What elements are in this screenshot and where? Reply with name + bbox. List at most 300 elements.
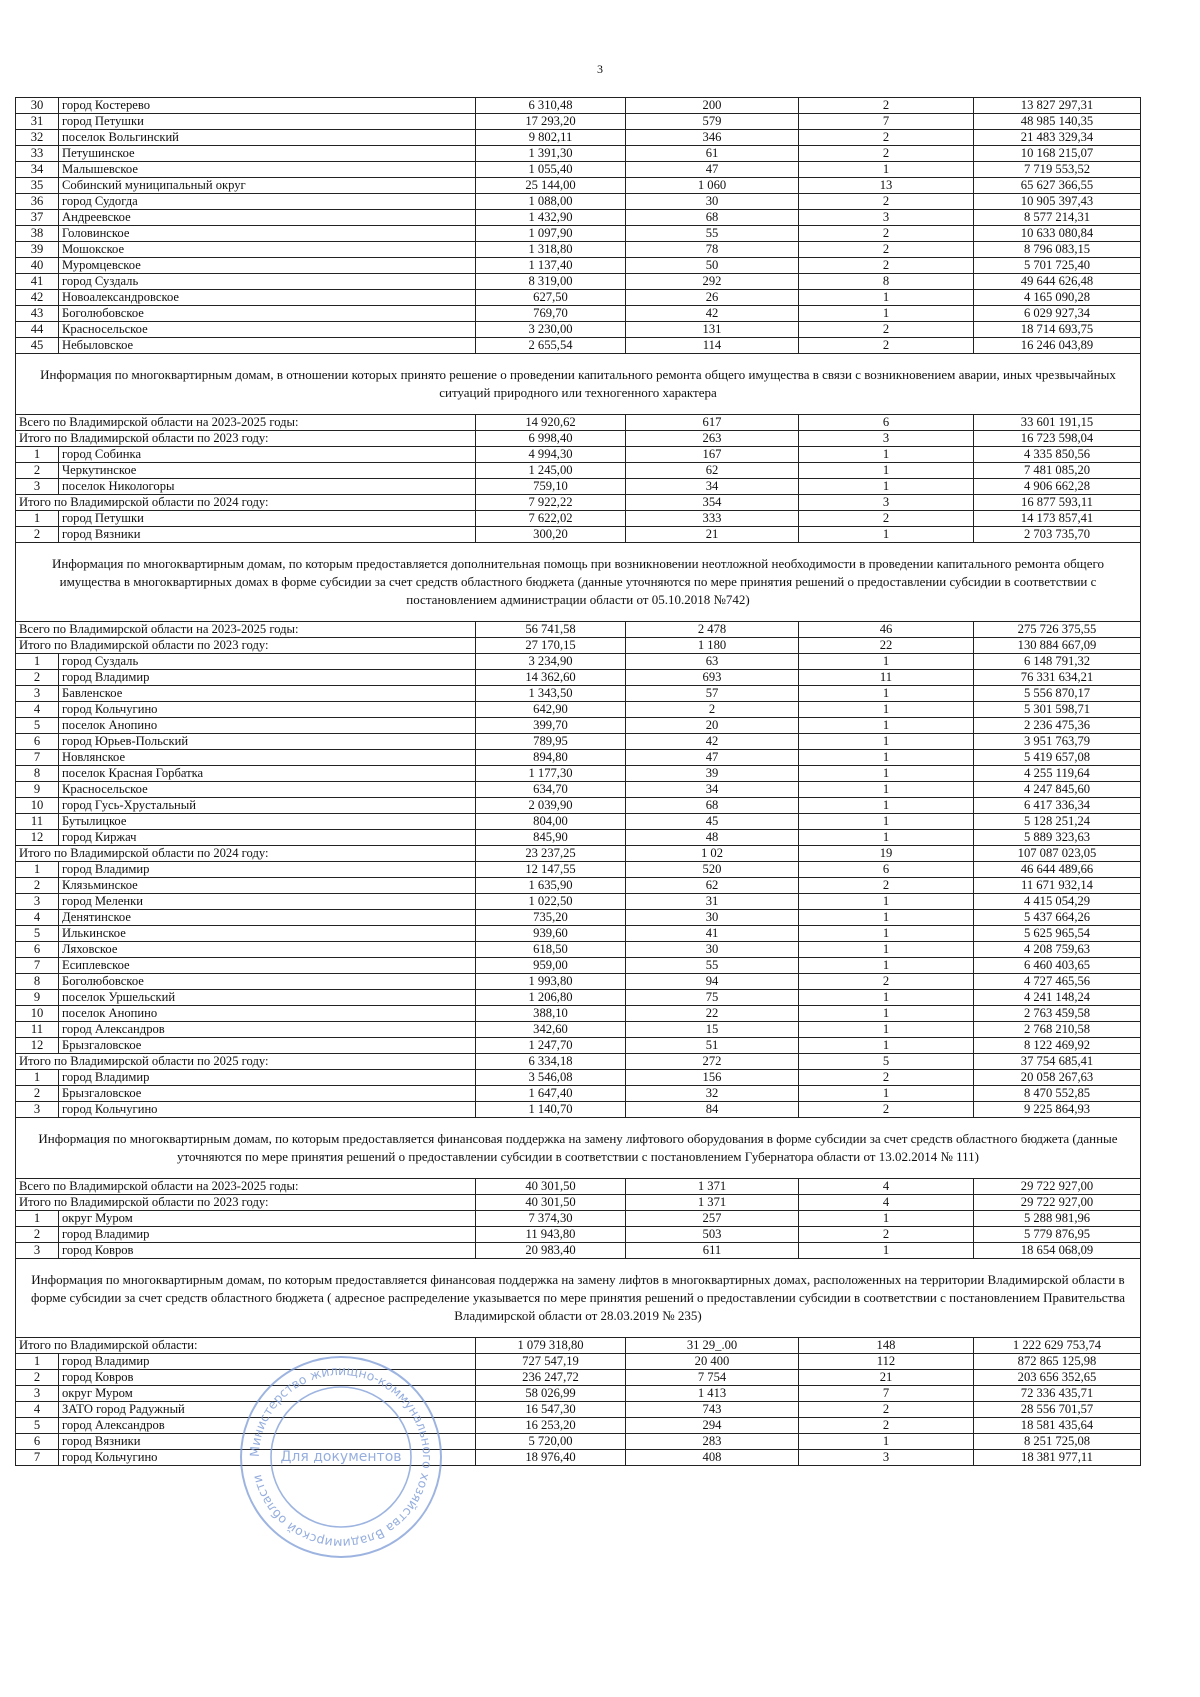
table-row: [16, 527, 1141, 543]
residents-value: 50: [626, 258, 799, 274]
amount-value: 2 236 475,36: [974, 718, 1141, 734]
amount-value: 16 246 043,89: [974, 338, 1141, 354]
table-row: [16, 1102, 1141, 1118]
row-number: 8: [16, 766, 59, 782]
amount-value: 18 714 693,75: [974, 322, 1141, 338]
total-label: Всего по Владимирской области на 2023-2025 годы:: [16, 1179, 476, 1195]
houses-count: 1: [799, 830, 974, 846]
residents-value: 156: [626, 1070, 799, 1086]
amount-value: 14 173 857,41: [974, 511, 1141, 527]
row-number: 6: [16, 942, 59, 958]
table-row: [16, 194, 1141, 210]
municipality-name: Брызгаловское: [59, 1086, 476, 1102]
total-label: Итого по Владимирской области по 2023 году:: [16, 1195, 476, 1211]
area-value: 634,70: [476, 782, 626, 798]
area-value: 17 293,20: [476, 114, 626, 130]
area-value: 1 318,80: [476, 242, 626, 258]
area-value: 3 546,08: [476, 1070, 626, 1086]
area-value: 789,95: [476, 734, 626, 750]
table-row: [16, 750, 1141, 766]
table-row: [16, 734, 1141, 750]
amount-value: 29 722 927,00: [974, 1179, 1141, 1195]
residents-value: 30: [626, 194, 799, 210]
municipality-name: город Вязники: [59, 1434, 476, 1450]
row-number: 2: [16, 878, 59, 894]
table-row: [16, 130, 1141, 146]
table-row: [16, 1354, 1141, 1370]
residents-value: 63: [626, 654, 799, 670]
residents-value: 26: [626, 290, 799, 306]
document-table-sheet: [15, 97, 1140, 1466]
houses-count: 1: [799, 1006, 974, 1022]
row-number: 1: [16, 862, 59, 878]
area-value: 1 022,50: [476, 894, 626, 910]
total-row: [16, 638, 1141, 654]
residents-value: 61: [626, 146, 799, 162]
houses-count: 21: [799, 1370, 974, 1386]
table-row: [16, 1386, 1141, 1402]
table-row: [16, 114, 1141, 130]
houses-count: 22: [799, 638, 974, 654]
area-value: 1 647,40: [476, 1086, 626, 1102]
row-number: 7: [16, 750, 59, 766]
residents-value: 408: [626, 1450, 799, 1466]
area-value: 14 362,60: [476, 670, 626, 686]
amount-value: 5 701 725,40: [974, 258, 1141, 274]
houses-count: 46: [799, 622, 974, 638]
table-row: [16, 766, 1141, 782]
amount-value: 49 644 626,48: [974, 274, 1141, 290]
table-row: [16, 226, 1141, 242]
amount-value: 9 225 864,93: [974, 1102, 1141, 1118]
houses-count: 2: [799, 258, 974, 274]
section-heading: Информация по многоквартирным домам, в отношении которых принято решение о проведении капитального ремонта общего имущества в связи с возникновением аварии, иных чрезвычайных ситуаций природного или техногенного характера: [16, 362, 1141, 406]
amount-value: 76 331 634,21: [974, 670, 1141, 686]
houses-count: 4: [799, 1195, 974, 1211]
municipality-name: город Петушки: [59, 511, 476, 527]
row-number: 44: [16, 322, 59, 338]
row-number: 3: [16, 894, 59, 910]
area-value: 5 720,00: [476, 1434, 626, 1450]
table-row: [16, 974, 1141, 990]
row-number: 3: [16, 1102, 59, 1118]
area-value: 1 635,90: [476, 878, 626, 894]
municipality-name: город Владимир: [59, 1070, 476, 1086]
amount-value: 10 633 080,84: [974, 226, 1141, 242]
area-value: 939,60: [476, 926, 626, 942]
amount-value: 6 148 791,32: [974, 654, 1141, 670]
area-value: 236 247,72: [476, 1370, 626, 1386]
houses-count: 1: [799, 718, 974, 734]
area-value: 40 301,50: [476, 1179, 626, 1195]
municipality-name: Бутылицкое: [59, 814, 476, 830]
municipality-name: город Владимир: [59, 670, 476, 686]
amount-value: 8 796 083,15: [974, 242, 1141, 258]
municipality-name: город Ковров: [59, 1370, 476, 1386]
row-number: 42: [16, 290, 59, 306]
area-value: 642,90: [476, 702, 626, 718]
amount-value: 10 905 397,43: [974, 194, 1141, 210]
municipality-name: город Александров: [59, 1022, 476, 1038]
municipality-name: Черкутинское: [59, 463, 476, 479]
area-value: 735,20: [476, 910, 626, 926]
houses-count: 1: [799, 463, 974, 479]
area-value: 845,90: [476, 830, 626, 846]
residents-value: 354: [626, 495, 799, 511]
area-value: 1 245,00: [476, 463, 626, 479]
amount-value: 5 301 598,71: [974, 702, 1141, 718]
amount-value: 37 754 685,41: [974, 1054, 1141, 1070]
houses-count: 1: [799, 1211, 974, 1227]
residents-value: 167: [626, 447, 799, 463]
municipality-name: Небыловское: [59, 338, 476, 354]
area-value: 58 026,99: [476, 1386, 626, 1402]
municipality-name: Илькинское: [59, 926, 476, 942]
amount-value: 8 577 214,31: [974, 210, 1141, 226]
table-row: [16, 178, 1141, 194]
table-row: [16, 1086, 1141, 1102]
houses-count: 2: [799, 1227, 974, 1243]
row-number: 7: [16, 1450, 59, 1466]
section-heading: Информация по многоквартирным домам, по которым предоставляется финансовая поддержка на замену лифтового оборудования в форме субсидии за счет средств областного бюджета (данные уточняются по мере принятия решений о предоставлении субсидии в соответствии с постановлением Губернатора области от 13.02.2014 № 111): [16, 1126, 1141, 1170]
houses-count: 1: [799, 958, 974, 974]
row-number: 4: [16, 910, 59, 926]
amount-value: 20 058 267,63: [974, 1070, 1141, 1086]
row-number: 41: [16, 274, 59, 290]
row-number: 1: [16, 1070, 59, 1086]
row-number: 6: [16, 1434, 59, 1450]
houses-count: 1: [799, 926, 974, 942]
amount-value: 5 128 251,24: [974, 814, 1141, 830]
area-value: 399,70: [476, 718, 626, 734]
residents-value: 333: [626, 511, 799, 527]
houses-count: 2: [799, 322, 974, 338]
amount-value: 4 241 148,24: [974, 990, 1141, 1006]
area-value: 20 983,40: [476, 1243, 626, 1259]
amount-value: 6 029 927,34: [974, 306, 1141, 322]
amount-value: 6 417 336,34: [974, 798, 1141, 814]
houses-count: 1: [799, 162, 974, 178]
amount-value: 2 763 459,58: [974, 1006, 1141, 1022]
area-value: 40 301,50: [476, 1195, 626, 1211]
amount-value: 16 877 593,11: [974, 495, 1141, 511]
amount-value: 5 889 323,63: [974, 830, 1141, 846]
residents-value: 292: [626, 274, 799, 290]
row-number: 2: [16, 670, 59, 686]
table-row: [16, 210, 1141, 226]
amount-value: 4 208 759,63: [974, 942, 1141, 958]
amount-value: 5 556 870,17: [974, 686, 1141, 702]
row-number: 8: [16, 974, 59, 990]
area-value: 1 247,70: [476, 1038, 626, 1054]
municipality-name: Андреевское: [59, 210, 476, 226]
houses-count: 6: [799, 415, 974, 431]
municipality-name: поселок Вольгинский: [59, 130, 476, 146]
houses-count: 1: [799, 942, 974, 958]
row-number: 40: [16, 258, 59, 274]
houses-count: 2: [799, 1102, 974, 1118]
table-row: [16, 1434, 1141, 1450]
houses-count: 1: [799, 734, 974, 750]
row-number: 45: [16, 338, 59, 354]
residents-value: 114: [626, 338, 799, 354]
area-value: 2 039,90: [476, 798, 626, 814]
amount-value: 4 247 845,60: [974, 782, 1141, 798]
area-value: 618,50: [476, 942, 626, 958]
area-value: 300,20: [476, 527, 626, 543]
table-row: [16, 242, 1141, 258]
municipality-name: Новоалександровское: [59, 290, 476, 306]
amount-value: 4 727 465,56: [974, 974, 1141, 990]
row-number: 1: [16, 654, 59, 670]
residents-value: 579: [626, 114, 799, 130]
residents-value: 57: [626, 686, 799, 702]
amount-value: 10 168 215,07: [974, 146, 1141, 162]
residents-value: 617: [626, 415, 799, 431]
table-row: [16, 447, 1141, 463]
houses-count: 1: [799, 686, 974, 702]
residents-value: 2 478: [626, 622, 799, 638]
municipality-name: Бавленское: [59, 686, 476, 702]
table-row: [16, 654, 1141, 670]
section-heading: Информация по многоквартирным домам, по которым предоставляется финансовая поддержка на замену лифтов в многоквартирных домах, расположенных на территории Владимирской области в форме субсидии за счет средств областного бюджета ( адресное распределение указывается по мере принятия решений о предоставлении субсидии в соответствии с постановлением Правительства Владимирской области от 28.03.2019 № 235): [16, 1267, 1141, 1329]
stamp-center-text: Для документов: [280, 1449, 402, 1465]
row-number: 5: [16, 1418, 59, 1434]
municipality-name: город Владимир: [59, 1227, 476, 1243]
municipality-name: город Кольчугино: [59, 1102, 476, 1118]
houses-count: 2: [799, 242, 974, 258]
amount-value: 3 951 763,79: [974, 734, 1141, 750]
row-number: 3: [16, 1386, 59, 1402]
total-row: [16, 1054, 1141, 1070]
residents-value: 55: [626, 958, 799, 974]
table-row: [16, 1038, 1141, 1054]
area-value: 3 234,90: [476, 654, 626, 670]
residents-value: 78: [626, 242, 799, 258]
table-row: [16, 1418, 1141, 1434]
municipality-name: округ Муром: [59, 1211, 476, 1227]
row-number: 11: [16, 814, 59, 830]
municipality-name: город Гусь-Хрустальный: [59, 798, 476, 814]
area-value: 18 976,40: [476, 1450, 626, 1466]
houses-count: 112: [799, 1354, 974, 1370]
total-row: [16, 846, 1141, 862]
amount-value: 29 722 927,00: [974, 1195, 1141, 1211]
municipality-name: Малышевское: [59, 162, 476, 178]
table-row: [16, 1402, 1141, 1418]
amount-value: 18 654 068,09: [974, 1243, 1141, 1259]
residents-value: 48: [626, 830, 799, 846]
area-value: 23 237,25: [476, 846, 626, 862]
municipality-name: город Владимир: [59, 862, 476, 878]
table-row: [16, 862, 1141, 878]
area-value: 1 993,80: [476, 974, 626, 990]
row-number: 34: [16, 162, 59, 178]
residents-value: 346: [626, 130, 799, 146]
table-row: [16, 479, 1141, 495]
subsidy-table: [15, 97, 1141, 1466]
residents-value: 294: [626, 1418, 799, 1434]
area-value: 894,80: [476, 750, 626, 766]
houses-count: 2: [799, 878, 974, 894]
table-row: [16, 162, 1141, 178]
table-row: [16, 702, 1141, 718]
amount-value: 2 768 210,58: [974, 1022, 1141, 1038]
houses-count: 1: [799, 1022, 974, 1038]
amount-value: 4 906 662,28: [974, 479, 1141, 495]
area-value: 1 391,30: [476, 146, 626, 162]
amount-value: 5 625 965,54: [974, 926, 1141, 942]
area-value: 342,60: [476, 1022, 626, 1038]
total-row: [16, 1338, 1141, 1354]
row-number: 10: [16, 798, 59, 814]
table-row: [16, 274, 1141, 290]
amount-value: 5 779 876,95: [974, 1227, 1141, 1243]
municipality-name: город Суздаль: [59, 274, 476, 290]
houses-count: 3: [799, 210, 974, 226]
area-value: 27 170,15: [476, 638, 626, 654]
area-value: 6 998,40: [476, 431, 626, 447]
houses-count: 4: [799, 1179, 974, 1195]
houses-count: 1: [799, 447, 974, 463]
table-row: [16, 146, 1141, 162]
residents-value: 32: [626, 1086, 799, 1102]
residents-value: 62: [626, 878, 799, 894]
residents-value: 42: [626, 734, 799, 750]
table-row: [16, 338, 1141, 354]
table-row: [16, 814, 1141, 830]
municipality-name: округ Муром: [59, 1386, 476, 1402]
area-value: 9 802,11: [476, 130, 626, 146]
residents-value: 1 060: [626, 178, 799, 194]
houses-count: 2: [799, 1418, 974, 1434]
area-value: 12 147,55: [476, 862, 626, 878]
row-number: 30: [16, 98, 59, 114]
residents-value: 34: [626, 782, 799, 798]
houses-count: 1: [799, 306, 974, 322]
table-row: [16, 782, 1141, 798]
amount-value: 65 627 366,55: [974, 178, 1141, 194]
residents-value: 272: [626, 1054, 799, 1070]
table-row: [16, 958, 1141, 974]
total-label: Итого по Владимирской области по 2025 году:: [16, 1054, 476, 1070]
area-value: 6 310,48: [476, 98, 626, 114]
residents-value: 42: [626, 306, 799, 322]
residents-value: 503: [626, 1227, 799, 1243]
table-row: [16, 894, 1141, 910]
houses-count: 5: [799, 1054, 974, 1070]
row-number: 37: [16, 210, 59, 226]
houses-count: 2: [799, 98, 974, 114]
amount-value: 72 336 435,71: [974, 1386, 1141, 1402]
residents-value: 30: [626, 942, 799, 958]
area-value: 25 144,00: [476, 178, 626, 194]
row-number: 1: [16, 1354, 59, 1370]
houses-count: 1: [799, 654, 974, 670]
houses-count: 1: [799, 479, 974, 495]
row-number: 12: [16, 1038, 59, 1054]
area-value: 56 741,58: [476, 622, 626, 638]
residents-value: 1 371: [626, 1179, 799, 1195]
total-label: Всего по Владимирской области на 2023-2025 годы:: [16, 415, 476, 431]
municipality-name: Денятинское: [59, 910, 476, 926]
residents-value: 1 02: [626, 846, 799, 862]
table-row: [16, 258, 1141, 274]
houses-count: 2: [799, 511, 974, 527]
houses-count: 2: [799, 1070, 974, 1086]
municipality-name: Красносельское: [59, 322, 476, 338]
table-row: [16, 1211, 1141, 1227]
table-row: [16, 290, 1141, 306]
row-number: 3: [16, 1243, 59, 1259]
houses-count: 1: [799, 1038, 974, 1054]
total-label: Итого по Владимирской области по 2024 году:: [16, 846, 476, 862]
section-heading: Информация по многоквартирным домам, по которым предоставляется дополнительная помощь при возникновении неотложной необходимости в проведении капитального ремонта общего имущества в многоквартирных домах в форме субсидии за счет средств областного бюджета (данные уточняются по мере принятия решений о предоставлении субсидии в соответствии с постановлением администрации области от 05.10.2018 №742): [16, 551, 1141, 613]
area-value: 1 140,70: [476, 1102, 626, 1118]
table-row: [16, 1450, 1141, 1466]
table-row: [16, 1243, 1141, 1259]
area-value: 2 655,54: [476, 338, 626, 354]
row-number: 12: [16, 830, 59, 846]
table-row: [16, 686, 1141, 702]
houses-count: 2: [799, 130, 974, 146]
total-row: [16, 415, 1141, 431]
houses-count: 1: [799, 750, 974, 766]
residents-value: 22: [626, 1006, 799, 1022]
table-row: [16, 306, 1141, 322]
municipality-name: Ляховское: [59, 942, 476, 958]
area-value: 3 230,00: [476, 322, 626, 338]
row-number: 2: [16, 1370, 59, 1386]
area-value: 7 922,22: [476, 495, 626, 511]
amount-value: 8 470 552,85: [974, 1086, 1141, 1102]
total-row: [16, 1179, 1141, 1195]
houses-count: 1: [799, 766, 974, 782]
area-value: 959,00: [476, 958, 626, 974]
amount-value: 7 719 553,52: [974, 162, 1141, 178]
houses-count: 8: [799, 274, 974, 290]
table-row: [16, 1370, 1141, 1386]
area-value: 1 432,90: [476, 210, 626, 226]
row-number: 39: [16, 242, 59, 258]
houses-count: 1: [799, 814, 974, 830]
row-number: 3: [16, 686, 59, 702]
row-number: 2: [16, 1086, 59, 1102]
houses-count: 3: [799, 495, 974, 511]
houses-count: 2: [799, 1402, 974, 1418]
row-number: 1: [16, 511, 59, 527]
residents-value: 1 371: [626, 1195, 799, 1211]
amount-value: 7 481 085,20: [974, 463, 1141, 479]
municipality-name: город Александров: [59, 1418, 476, 1434]
municipality-name: город Собинка: [59, 447, 476, 463]
municipality-name: Муромцевское: [59, 258, 476, 274]
total-label: Итого по Владимирской области:: [16, 1338, 476, 1354]
amount-value: 46 644 489,66: [974, 862, 1141, 878]
houses-count: 2: [799, 194, 974, 210]
table-row: [16, 878, 1141, 894]
amount-value: 16 723 598,04: [974, 431, 1141, 447]
official-stamp: [237, 1353, 445, 1561]
amount-value: 130 884 667,09: [974, 638, 1141, 654]
area-value: 1 088,00: [476, 194, 626, 210]
area-value: 1 343,50: [476, 686, 626, 702]
amount-value: 6 460 403,65: [974, 958, 1141, 974]
residents-value: 94: [626, 974, 799, 990]
row-number: 2: [16, 1227, 59, 1243]
municipality-name: Мошокское: [59, 242, 476, 258]
municipality-name: ЗАТО город Радужный: [59, 1402, 476, 1418]
